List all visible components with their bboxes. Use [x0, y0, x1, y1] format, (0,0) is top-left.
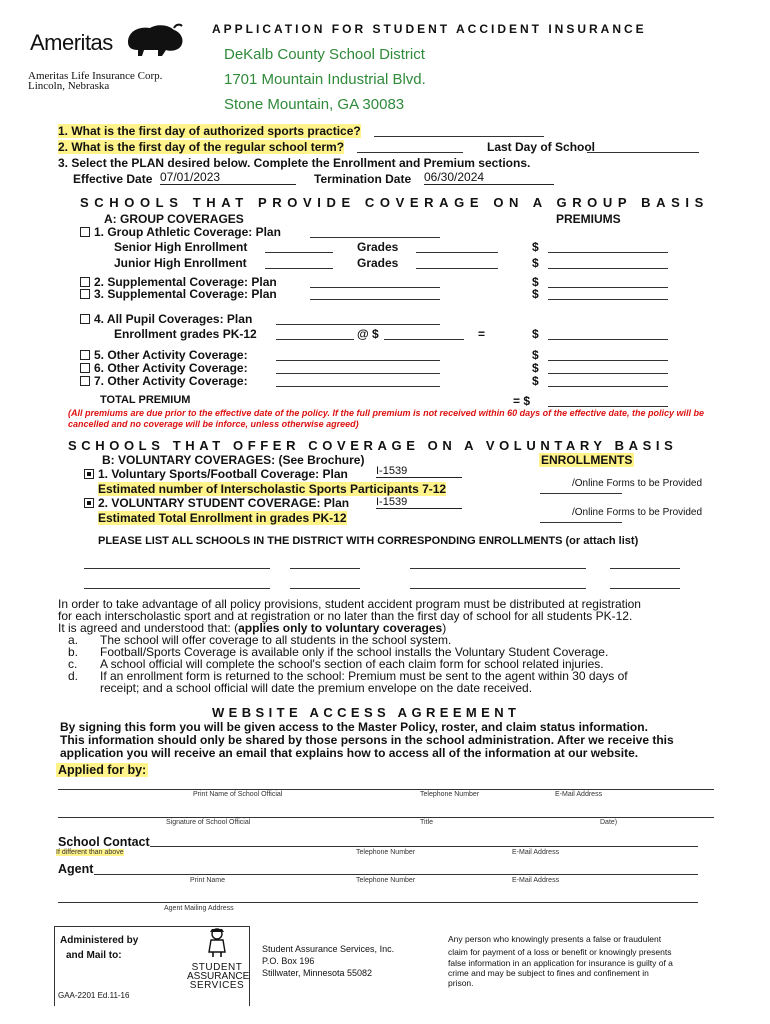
terms-p1: In order to take advantage of all policy provisions, student accident program must be distributed at registration — [58, 597, 641, 611]
company-city: Lincoln, Nebraska — [28, 80, 110, 92]
term-c-text: A school official will complete the school's section of each claim form for school related injuries. — [100, 657, 604, 671]
agent-address-label: Agent Mailing Address — [164, 905, 234, 912]
senior-grades-line[interactable] — [416, 252, 498, 253]
question-1-text: 1. What is the first day of authorized sports practice? — [58, 124, 361, 138]
question-3: 3. Select the PLAN desired below. Complete the Enrollment and Premium sections. — [58, 156, 531, 170]
voluntary-heading: SCHOOLS THAT OFFER COVERAGE ON A VOLUNTARY BASIS — [68, 438, 678, 453]
fraud-line-2: claim for payment of a loss or benefit or knowingly presents — [448, 947, 672, 957]
term-c-letter: c. — [68, 657, 78, 671]
activity-line-5[interactable] — [276, 360, 440, 361]
group-item-7-label: 7. Other Activity Coverage: — [94, 374, 248, 388]
sas-logo-line3: SERVICES — [189, 980, 245, 991]
website-heading: WEBSITE ACCESS AGREEMENT — [212, 705, 521, 720]
list-schools-label: PLEASE LIST ALL SCHOOLS IN THE DISTRICT WITH CORRESPONDING ENROLLMENTS (or attach list) — [98, 535, 639, 547]
group-item-4 — [80, 312, 252, 326]
agent-line[interactable] — [94, 874, 698, 875]
effective-date-value[interactable]: 07/01/2023 — [160, 170, 296, 185]
junior-premium-line[interactable] — [548, 268, 668, 269]
logo-text: Ameritas — [30, 30, 113, 55]
fraud-line-4: crime and may be subject to fines and confinement in — [448, 968, 649, 978]
item2-premium-line[interactable] — [548, 287, 668, 288]
voluntary-item-1-label: 1. Voluntary Sports/Football Coverage: Plan — [98, 467, 348, 481]
checkbox-5[interactable] — [80, 350, 90, 360]
group-item-5-label: 5. Other Activity Coverage: — [94, 348, 248, 362]
sas-logo — [187, 928, 250, 991]
mascot-icon — [205, 928, 229, 958]
term-d-text1: If an enrollment form is returned to the school: Premium must be sent to the agent within 30 days of — [100, 669, 628, 683]
print-name-label: Print Name — [190, 877, 226, 884]
sas-logo-line1: STUDENT — [191, 962, 243, 973]
group-item-1-label: 1. Group Athletic Coverage: Plan — [94, 225, 281, 239]
administered-by: Administered by — [60, 935, 139, 946]
email-label-3: E-Mail Address — [512, 877, 560, 884]
item5-premium-line[interactable] — [548, 360, 668, 361]
checkbox-voluntary-1[interactable] — [84, 469, 94, 479]
estimate-enrollment-line[interactable] — [540, 522, 622, 523]
checkbox-1[interactable] — [80, 227, 90, 237]
item3-dollar: $ — [532, 287, 539, 301]
school-line-1a[interactable] — [84, 568, 270, 569]
term-d-letter: d. — [68, 669, 79, 683]
telephone-label-2: Telephone Number — [356, 849, 416, 856]
junior-label: Junior High Enrollment — [114, 256, 247, 270]
pk12-label: Enrollment grades PK-12 — [114, 327, 257, 341]
activity-line-6[interactable] — [276, 373, 440, 374]
email-label-1: E-Mail Address — [555, 791, 603, 798]
estimate-sports-line[interactable] — [540, 493, 622, 494]
school-contact-label: School Contact — [58, 835, 150, 849]
pk12-rate-line[interactable] — [384, 339, 464, 340]
item3-premium-line[interactable] — [548, 299, 668, 300]
school-line-2c[interactable] — [410, 588, 586, 589]
group-item-3 — [80, 287, 277, 301]
group-item-4-label: 4. All Pupil Coverages: Plan — [94, 312, 253, 326]
school-line-1d[interactable] — [610, 568, 680, 569]
pk12-at: @ $ — [357, 327, 379, 341]
junior-line[interactable] — [265, 268, 333, 269]
checkbox-3[interactable] — [80, 289, 90, 299]
junior-grades: Grades — [357, 256, 399, 270]
online-forms-2: /Online Forms to be Provided — [572, 507, 703, 518]
school-line-2a[interactable] — [84, 588, 270, 589]
sas-city: Stillwater, Minnesota 55082 — [262, 968, 373, 978]
plan-line-4[interactable] — [276, 324, 440, 325]
junior-grades-line[interactable] — [416, 268, 498, 269]
form-title: APPLICATION FOR STUDENT ACCIDENT INSURANCE — [212, 22, 647, 36]
senior-label: Senior High Enrollment — [114, 240, 248, 254]
term-b-text: Football/Sports Coverage is available only if the school installs the Voluntary Student Coverage. — [100, 645, 609, 659]
group-heading: SCHOOLS THAT PROVIDE COVERAGE ON A GROUP BASIS — [80, 195, 709, 210]
junior-dollar: $ — [532, 256, 539, 270]
if-different-label: If different than above — [56, 849, 124, 856]
last-day-line[interactable] — [587, 152, 699, 153]
answer-line-2[interactable] — [357, 152, 463, 153]
and-mail-to: and Mail to: — [66, 950, 122, 961]
senior-premium-line[interactable] — [548, 252, 668, 253]
print-official-label: Print Name of School Official — [193, 791, 283, 798]
sas-logo-line2: ASSURANCE — [187, 971, 250, 982]
voluntary-item-1 — [84, 467, 348, 481]
total-premium-eq: = $ — [513, 394, 531, 408]
company-name: Ameritas Life Insurance Corp. — [28, 70, 163, 82]
website-line-1: By signing this form you will be given access to the Master Policy, roster, and claim status information. — [60, 720, 648, 734]
sig-official-label: Signature of School Official — [166, 819, 251, 826]
group-item-5 — [80, 348, 248, 362]
terms-p2: for each interscholastic sport and at registration or no later than the first day of school for all students PK-12. — [58, 609, 633, 623]
group-item-6-label: 6. Other Activity Coverage: — [94, 361, 248, 375]
district-address2: Stone Mountain, GA 30083 — [224, 96, 405, 113]
pk12-equals: = — [478, 327, 486, 341]
voluntary-item-2-label: 2. VOLUNTARY STUDENT COVERAGE: Plan — [98, 496, 350, 510]
item7-dollar: $ — [532, 374, 539, 388]
group-item-2-label: 2. Supplemental Coverage: Plan — [94, 275, 277, 289]
enrollments-label: ENROLLMENTS — [541, 453, 633, 467]
terms-p3b: applies only to voluntary coverages — [238, 621, 443, 635]
term-b-letter: b. — [68, 645, 79, 659]
telephone-label-3: Telephone Number — [356, 877, 416, 884]
question-2-text: 2. What is the first day of the regular school term? — [58, 140, 345, 154]
district-name: DeKalb County School District — [224, 46, 425, 63]
terms-p3a: It is agreed and understood that: ( — [58, 621, 239, 635]
school-line-2b[interactable] — [290, 588, 360, 589]
telephone-label-1: Telephone Number — [420, 791, 480, 798]
item5-dollar: $ — [532, 348, 539, 362]
pk12-dollar: $ — [532, 327, 539, 341]
district-address1: 1701 Mountain Industrial Blvd. — [224, 71, 426, 88]
item2-dollar: $ — [532, 275, 539, 289]
item7-premium-line[interactable] — [548, 386, 668, 387]
senior-line[interactable] — [265, 252, 333, 253]
sas-box: P.O. Box 196 — [262, 956, 315, 966]
question-2 — [58, 140, 344, 154]
item6-dollar: $ — [532, 361, 539, 375]
estimate-enrollment: Estimated Total Enrollment in grades PK-12 — [98, 511, 347, 525]
official-name-line[interactable] — [58, 789, 714, 790]
fraud-line-1: Any person who knowingly presents a false or fraudulent — [448, 934, 662, 944]
term-a-letter: a. — [68, 633, 79, 647]
bison-icon — [122, 22, 192, 56]
estimate-sports: Estimated number of Interscholastic Sports Participants 7-12 — [98, 482, 447, 496]
premium-warning: (All premiums are due prior to the effective date of the policy. If the full premium is not received within 60 days of the effective date, the policy will be cancelled and no coverage will be inforce, unless otherwise agreed) — [68, 408, 704, 429]
school-line-1c[interactable] — [410, 568, 586, 569]
activity-line-7[interactable] — [276, 386, 440, 387]
total-premium-line[interactable] — [548, 406, 668, 407]
answer-line-1[interactable] — [374, 136, 544, 137]
checkbox-2[interactable] — [80, 277, 90, 287]
pk12-premium-line[interactable] — [548, 339, 668, 340]
applied-for-by: Applied for by: — [58, 763, 147, 777]
email-label-2: E-Mail Address — [512, 849, 560, 856]
group-item-7 — [80, 374, 248, 388]
group-sub: A: GROUP COVERAGES — [104, 212, 244, 226]
checkbox-voluntary-2[interactable] — [84, 498, 94, 508]
question-1 — [58, 124, 361, 138]
last-day-label: Last Day of School — [487, 140, 596, 154]
total-premium-label: TOTAL PREMIUM — [100, 394, 191, 406]
pk12-line[interactable] — [276, 339, 354, 340]
voluntary-sub: B: VOLUNTARY COVERAGES: (See Brochure) — [102, 453, 365, 467]
plan-line-3[interactable] — [310, 299, 440, 300]
ameritas-logo — [30, 30, 113, 56]
sas-name: Student Assurance Services, Inc. — [262, 944, 395, 954]
school-line-2d[interactable] — [610, 588, 680, 589]
terms-p3c: ) — [442, 621, 447, 635]
voluntary-plan-2[interactable]: I-1539 — [376, 496, 462, 509]
online-forms-1: /Online Forms to be Provided — [572, 478, 703, 489]
voluntary-plan-1[interactable]: I-1539 — [376, 465, 462, 478]
agent-address-line[interactable] — [58, 902, 698, 903]
term-a-text: The school will offer coverage to all students in the school system. — [100, 633, 452, 647]
term-d-text2: receipt; and a school official will date the premium envelope on the date received. — [100, 681, 533, 695]
senior-grades: Grades — [357, 240, 399, 254]
website-line-2: This information should only be shared by those persons in the school administration. After we receive this — [60, 733, 674, 747]
official-signature-line[interactable] — [58, 817, 714, 818]
school-contact-line[interactable] — [150, 846, 698, 847]
termination-date-value[interactable]: 06/30/2024 — [424, 170, 554, 185]
school-line-1b[interactable] — [290, 568, 360, 569]
website-line-3: application you will receive an email that explains how to access all of the information at our website. — [60, 746, 639, 760]
form-number: GAA-2201 Ed.11-16 — [58, 991, 130, 1000]
fraud-line-3: false information in an application for insurance is guilty of a — [448, 958, 673, 968]
item6-premium-line[interactable] — [548, 373, 668, 374]
termination-date-label: Termination Date — [314, 172, 412, 186]
fraud-line-5: prison. — [448, 978, 474, 988]
senior-dollar: $ — [532, 240, 539, 254]
group-item-3-label: 3. Supplemental Coverage: Plan — [94, 287, 277, 301]
checkbox-6[interactable] — [80, 363, 90, 373]
plan-line-2[interactable] — [310, 287, 440, 288]
checkbox-7[interactable] — [80, 376, 90, 386]
date-label: Date) — [600, 819, 618, 826]
voluntary-item-2 — [84, 496, 349, 510]
agent-label: Agent — [58, 862, 94, 876]
group-item-1 — [80, 225, 281, 239]
premiums-label: PREMIUMS — [556, 212, 621, 226]
plan-line-1[interactable] — [310, 237, 440, 238]
title-label: Title — [420, 819, 433, 826]
checkbox-4[interactable] — [80, 314, 90, 324]
group-item-6 — [80, 361, 248, 375]
effective-date-label: Effective Date — [73, 172, 153, 186]
